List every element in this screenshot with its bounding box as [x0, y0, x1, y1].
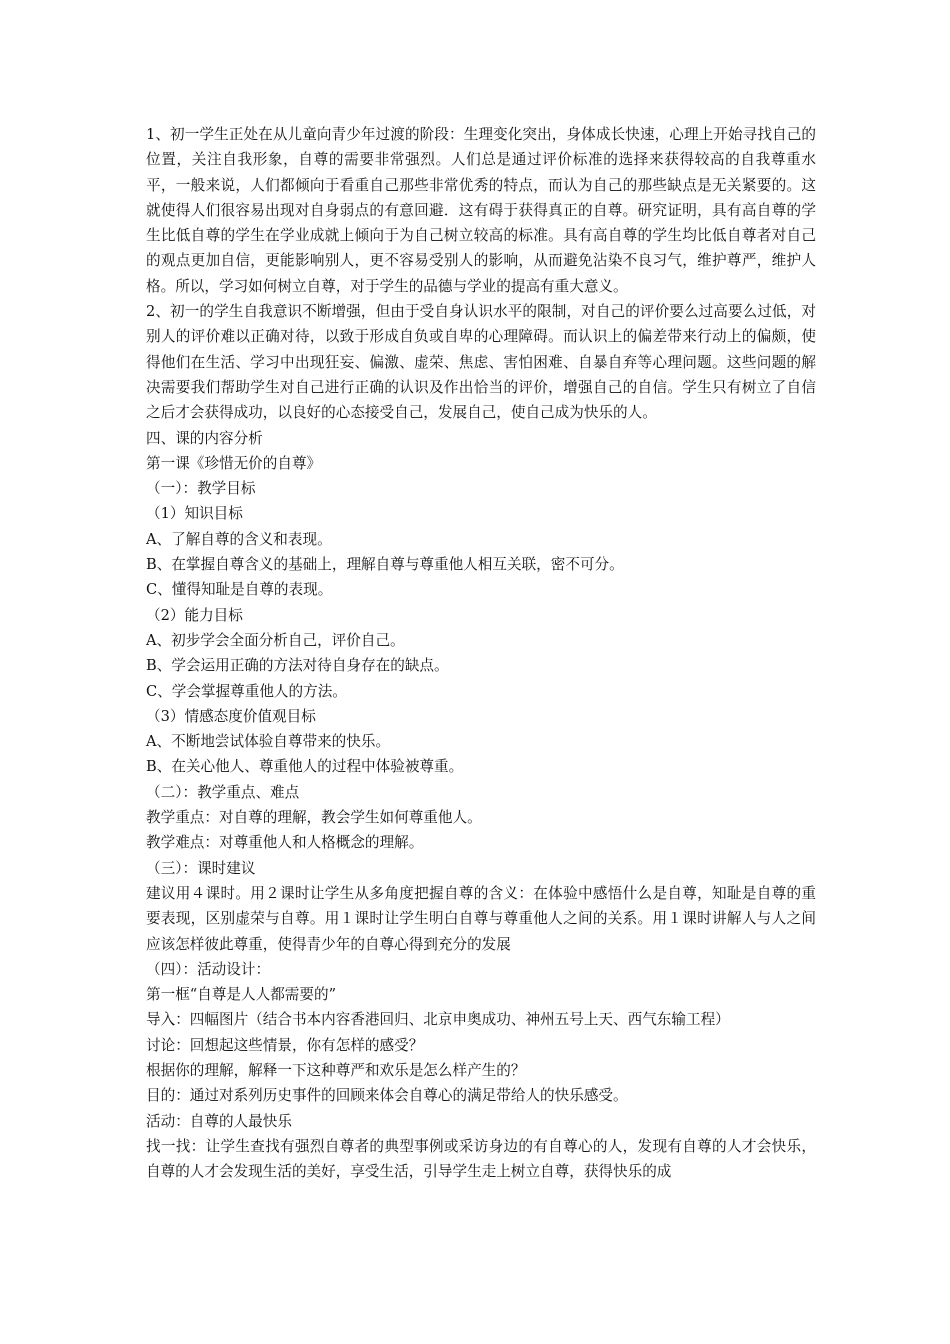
list-item: A、不断地尝试体验自尊带来的快乐。	[146, 733, 391, 751]
list-item: C、学会掌握尊重他人的方法。	[146, 682, 347, 700]
text-line: 活动：自尊的人最快乐	[146, 1112, 292, 1130]
subheading-ability-goals: （2）能力目标	[146, 606, 243, 624]
subheading-knowledge-goals: （1）知识目标	[146, 505, 243, 523]
list-item: C、懂得知耻是自尊的表现。	[146, 581, 333, 599]
subheading-key-points: （二）：教学重点、难点	[146, 783, 300, 801]
paragraph-3: 建议用４课时。用２课时让学生从多角度把握自尊的含义：在体验中感悟什么是自尊，知耻是自尊的重要表现，区别虚荣与自尊。用１课时让学生明白自尊与尊重他人之间的关系。用１课时讲解人与人之间应该怎样彼此尊重，使得青少年的自尊心得到充分的发展	[146, 884, 816, 953]
subheading-schedule: （三）：课时建议	[146, 859, 256, 877]
lesson-title: 第一课《珍惜无价的自尊》	[146, 454, 322, 472]
document-page	[146, 122, 816, 1184]
text-line: 教学重点：对自尊的理解，教会学生如何尊重他人。	[146, 809, 482, 827]
text-line: 根据你的理解，解释一下这种尊严和欢乐是怎么样产生的？	[146, 1061, 526, 1079]
list-item: A、了解自尊的含义和表现。	[146, 530, 332, 548]
list-item: B、在掌握自尊含义的基础上，理解自尊与尊重他人相互关联，密不可分。	[146, 556, 624, 574]
text-line: 第一框“自尊是人人都需要的”	[146, 986, 337, 1004]
text-line: 教学难点：对尊重他人和人格概念的理解。	[146, 834, 424, 852]
paragraph-4: 找一找：让学生查找有强烈自尊者的典型事例或采访身边的有自尊心的人，发现有自尊的人才会快乐，自尊的人才会发现生活的美好，享受生活，引导学生走上树立自尊，获得快乐的成	[146, 1137, 816, 1181]
text-line: 导入：四幅图片（结合书本内容香港回归、北京申奥成功、神州五号上天、西气东输工程）	[146, 1011, 730, 1029]
text-line: 目的：通过对系列历史事件的回顾来体会自尊心的满足带给人的快乐感受。	[146, 1087, 628, 1105]
list-item: A、初步学会全面分析自己，评价自己。	[146, 631, 405, 649]
section-heading: 四、课的内容分析	[146, 429, 263, 447]
paragraph-1: 1、初一学生正处在从儿童向青少年过渡的阶段：生理变化突出，身体成长快速，心理上开始寻找自己的位置，关注自我形象，自尊的需要非常强烈。人们总是通过评价标准的选择来获得较高的自我尊重水平，一般来说，人们都倾向于看重自己那些非常优秀的特点，而认为自己的那些缺点是无关紧要的。这就使得人们很容易出现对自身弱点的有意回避．这有碍于获得真正的自尊。研究证明，具有高自尊的学生比低自尊的学生在学业成就上倾向于为自己树立较高的标准。具有高自尊的学生均比低自尊者对自己的观点更加自信，更能影响别人，更不容易受别人的影响，从而避免沾染不良习气，维护尊严，维护人格。所以，学习如何树立自尊，对于学生的品德与学业的提高有重大意义。	[146, 126, 816, 295]
list-item: B、在关心他人、尊重他人的过程中体验被尊重。	[146, 758, 464, 776]
list-item: B、学会运用正确的方法对待自身存在的缺点。	[146, 657, 449, 675]
subheading-activity-design: （四）：活动设计：	[146, 960, 271, 978]
subheading-attitude-goals: （3）情感态度价值观目标	[146, 707, 316, 725]
subheading-teaching-goals: （一）：教学目标	[146, 480, 256, 498]
text-line: 讨论：回想起这些情景，你有怎样的感受？	[146, 1036, 424, 1054]
paragraph-2: 2、初一的学生自我意识不断增强，但由于受自身认识水平的限制，对自己的评价要么过高要么过低，对别人的评价难以正确对待，以致于形成自负或自卑的心理障碍。而认识上的偏差带来行动上的偏颇，使得他们在生活、学习中出现狂妄、偏激、虚荣、焦虑、害怕困难、自暴自弃等心理问题。这些问题的解决需要我们帮助学生对自己进行正确的认识及作出恰当的评价，增强自己的自信。学生只有树立了自信之后才会获得成功，以良好的心态接受自己，发展自己，使自己成为快乐的人。	[146, 303, 816, 422]
